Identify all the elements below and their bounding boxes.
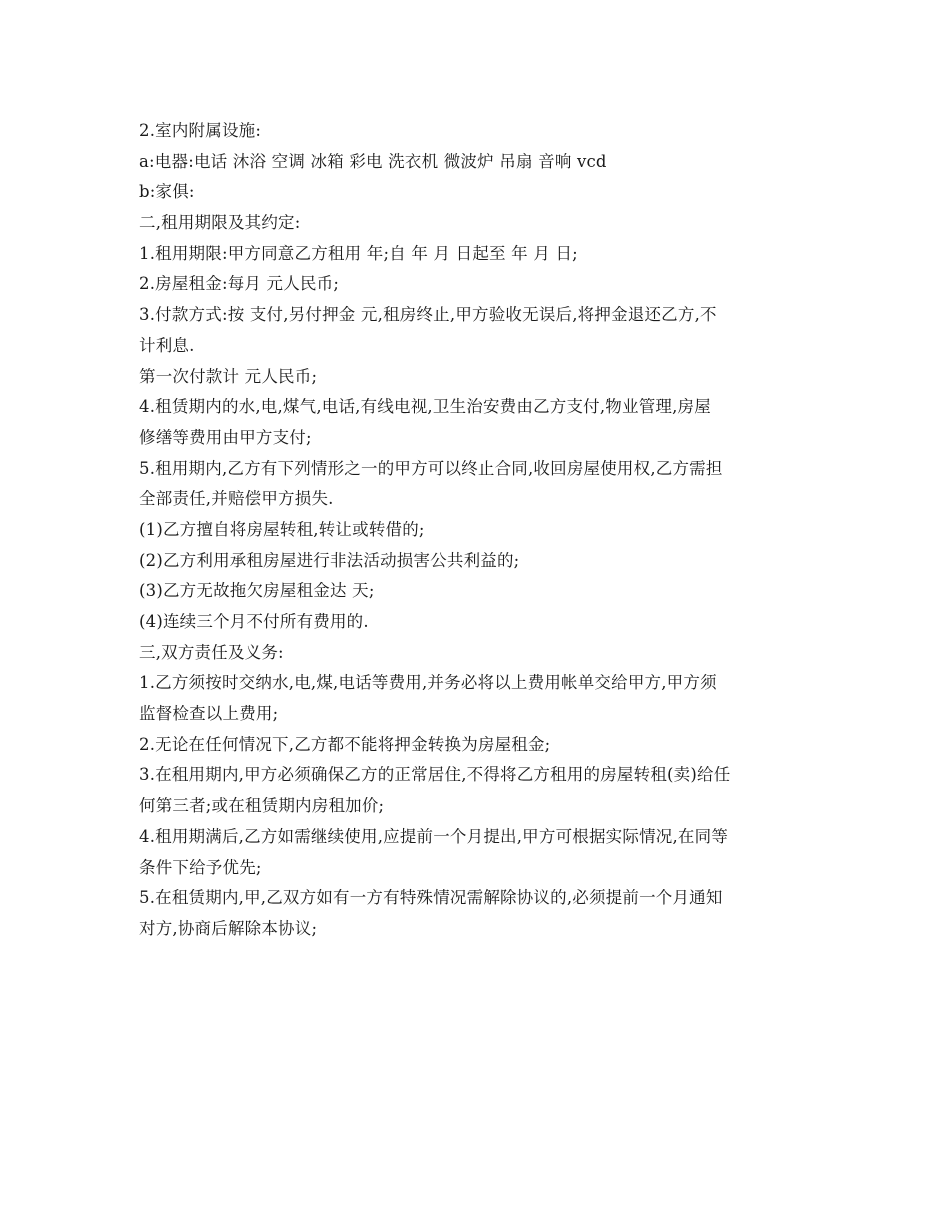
text-line: 计利息. (139, 335, 195, 355)
text-line: (2)乙方利用承租房屋进行非法活动损害公共利益的; (139, 550, 520, 570)
text-line: 3.付款方式:按 支付,另付押金 元,租房终止,甲方验收无误后,将押金退还乙方,不 (139, 305, 717, 325)
text-line: 何第三者;或在租赁期内房租加价; (139, 796, 385, 816)
text-line: 对方,协商后解除本协议; (139, 918, 318, 938)
text-line: (3)乙方无故拖欠房屋租金达 天; (139, 581, 375, 601)
text-line: 监督检查以上费用; (139, 704, 279, 724)
text-line: 2.房屋租金:每月 元人民币; (139, 274, 340, 294)
text-line: 4.租用期满后,乙方如需继续使用,应提前一个月提出,甲方可根据实际情况,在同等 (139, 826, 729, 846)
document-body (139, 116, 819, 945)
text-line: 第一次付款计 元人民币; (139, 366, 318, 386)
text-line: 5.在租赁期内,甲,乙双方如有一方有特殊情况需解除协议的,必须提前一个月通知 (139, 888, 723, 908)
text-line: (1)乙方擅自将房屋转租,转让或转借的; (139, 519, 425, 539)
text-line: b:家俱: (139, 182, 195, 202)
text-line: 条件下给予优先; (139, 857, 262, 877)
text-line: 1.乙方须按时交纳水,电,煤,电话等费用,并务必将以上费用帐单交给甲方,甲方须 (139, 673, 717, 693)
text-line: (4)连续三个月不付所有费用的. (139, 612, 369, 631)
text-line: 3.在租用期内,甲方必须确保乙方的正常居住,不得将乙方租用的房屋转租(卖)给任 (139, 765, 731, 785)
text-line: a:电器:电话 沐浴 空调 冰箱 彩电 洗衣机 微波炉 吊扇 音响 vcd (139, 151, 607, 171)
text-line: 5.租用期内,乙方有下列情形之一的甲方可以终止合同,收回房屋使用权,乙方需担 (139, 458, 723, 478)
section-heading: 二,租用期限及其约定: (139, 213, 301, 233)
text-line: 修缮等费用由甲方支付; (139, 427, 312, 447)
text-line: 2.无论在任何情况下,乙方都不能将押金转换为房屋租金; (139, 734, 551, 754)
text-line: 2.室内附属设施: (139, 121, 262, 140)
text-line: 全部责任,并赔偿甲方损失. (139, 489, 334, 509)
text-line: 1.租用期限:甲方同意乙方租用 年;自 年 月 日起至 年 月 日; (139, 243, 578, 263)
section-heading: 三,双方责任及义务: (139, 642, 284, 662)
text-line: 4.租赁期内的水,电,煤气,电话,有线电视,卫生治安费由乙方支付,物业管理,房屋 (139, 397, 711, 417)
